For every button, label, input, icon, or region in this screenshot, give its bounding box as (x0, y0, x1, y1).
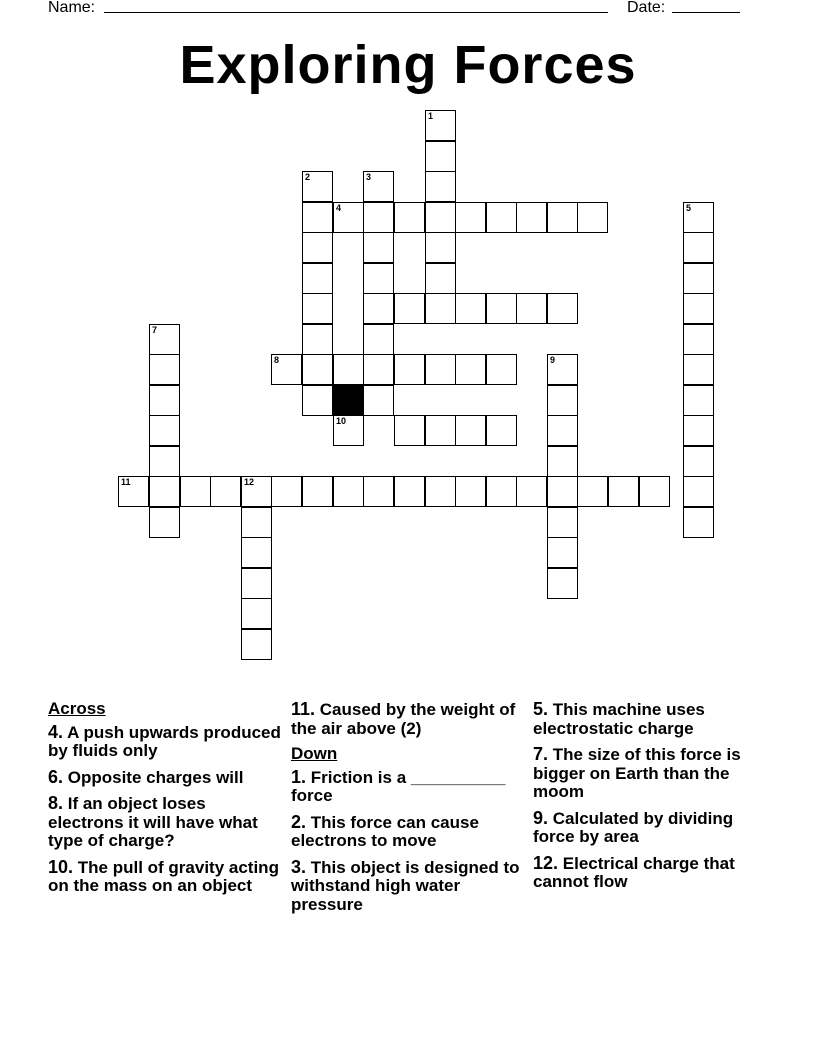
clue-text: Caused by the weight of the air above (2) (291, 700, 516, 738)
cell-number: 2 (305, 172, 311, 182)
crossword-cell[interactable] (516, 202, 547, 233)
crossword-cell[interactable] (363, 324, 394, 355)
crossword-cell[interactable] (271, 476, 302, 507)
crossword-cell[interactable] (683, 476, 714, 507)
crossword-cell[interactable] (333, 354, 364, 385)
name-label: Name: (48, 0, 96, 16)
cell-number: 11 (121, 477, 131, 487)
clue-number: 11. (291, 699, 316, 719)
crossword-cell[interactable] (302, 324, 333, 355)
clue-number: 10. (48, 856, 74, 877)
crossword-cell[interactable] (363, 263, 394, 294)
crossword-cell[interactable] (683, 385, 714, 416)
crossword-cell[interactable] (302, 476, 333, 507)
crossword-cell[interactable] (425, 202, 456, 233)
cell-number: 8 (274, 355, 280, 365)
crossword-cell[interactable] (394, 476, 425, 507)
crossword-cell[interactable] (394, 415, 425, 446)
crossword-cell[interactable] (516, 293, 547, 324)
crossword-cell[interactable] (425, 476, 456, 507)
crossword-cell[interactable] (180, 476, 211, 507)
crossword-cell[interactable] (516, 476, 547, 507)
crossword-cell[interactable] (363, 232, 394, 263)
down-heading: Down (291, 744, 338, 763)
crossword-cell[interactable] (363, 202, 394, 233)
crossword-cell[interactable] (455, 202, 486, 233)
crossword-cell[interactable] (241, 568, 272, 599)
crossword-cell[interactable] (639, 476, 670, 507)
crossword-cell[interactable] (547, 293, 578, 324)
cell-number: 12 (244, 477, 255, 487)
clue-text: If an object loses electrons it will have what type of charge? (48, 794, 258, 850)
crossword-cell[interactable] (363, 293, 394, 324)
crossword-cell[interactable] (363, 385, 394, 416)
crossword-cell-1[interactable] (425, 110, 456, 141)
crossword-cell[interactable] (547, 446, 578, 477)
crossword-cell[interactable] (425, 232, 456, 263)
date-label: Date: (627, 0, 666, 16)
crossword-cell[interactable] (547, 507, 578, 538)
crossword-cell-9[interactable] (547, 354, 578, 385)
crossword-cell[interactable] (425, 293, 456, 324)
crossword-cell[interactable] (302, 354, 333, 385)
crossword-cell[interactable] (683, 354, 714, 385)
clue-number: 4. (48, 721, 64, 742)
crossword-cell[interactable] (486, 293, 517, 324)
crossword-cell[interactable] (302, 385, 333, 416)
crossword-cell[interactable] (547, 568, 578, 599)
cell-number: 10 (336, 416, 347, 426)
cell-number: 7 (152, 325, 158, 335)
crossword-cell[interactable] (683, 324, 714, 355)
crossword-cell[interactable] (425, 415, 456, 446)
clue-number: 8. (48, 793, 64, 813)
crossword-cell[interactable] (547, 537, 578, 568)
clue-down-12 (533, 854, 768, 892)
clue-down-1 (291, 768, 526, 806)
crossword-cell[interactable] (455, 354, 486, 385)
clue-text: A push upwards produced by fluids only (48, 722, 281, 760)
crossword-cell[interactable] (149, 415, 180, 446)
crossword-cell-2[interactable] (302, 171, 333, 202)
crossword-cell[interactable] (241, 537, 272, 568)
clues-column-1 (48, 700, 283, 903)
crossword-cell[interactable] (547, 476, 578, 507)
crossword-cell[interactable] (302, 202, 333, 233)
clue-text: Calculated by dividing force by area (533, 808, 734, 846)
clue-across-8 (48, 794, 283, 851)
crossword-cell-12[interactable] (241, 476, 272, 507)
crossword-cell-3[interactable] (363, 171, 394, 202)
crossword-cell-11[interactable] (118, 476, 149, 507)
crossword-cell[interactable] (333, 476, 364, 507)
crossword-cell[interactable] (241, 598, 272, 629)
crossword-cell[interactable] (683, 232, 714, 263)
crossword-cell-5[interactable] (683, 202, 714, 233)
crossword-cell-10[interactable] (333, 415, 364, 446)
crossword-cell[interactable] (302, 263, 333, 294)
cell-number: 4 (336, 203, 342, 213)
crossword-cell[interactable] (455, 293, 486, 324)
crossword-cell[interactable] (149, 354, 180, 385)
crossword-cell[interactable] (363, 476, 394, 507)
crossword-cell[interactable] (241, 507, 272, 538)
clue-number: 6. (48, 766, 64, 787)
clues-column-2 (291, 700, 526, 921)
crossword-cell[interactable] (455, 476, 486, 507)
clue-down-3 (291, 858, 526, 915)
clue-across-10 (48, 858, 283, 896)
clue-number: 7. (533, 744, 549, 764)
crossword-cell[interactable] (302, 232, 333, 263)
clue-number: 12. (533, 852, 559, 873)
crossword-cell[interactable] (683, 446, 714, 477)
clue-number: 1. (291, 766, 307, 787)
clue-number: 3. (291, 856, 307, 877)
crossword-cell[interactable] (394, 354, 425, 385)
cell-number: 3 (366, 172, 372, 182)
clue-text: Electrical charge that cannot flow (533, 853, 735, 891)
clue-down-9 (533, 809, 768, 847)
clue-text: This object is designed to withstand high water pressure (291, 857, 520, 914)
clue-number: 2. (291, 811, 307, 832)
page-title: Exploring Forces (179, 35, 637, 95)
crossword-cell[interactable] (210, 476, 241, 507)
crossword-cell[interactable] (302, 293, 333, 324)
crossword-cell[interactable] (547, 415, 578, 446)
crossword-cell[interactable] (577, 202, 608, 233)
cell-number: 5 (686, 203, 692, 213)
crossword-cell[interactable] (149, 507, 180, 538)
clue-down-7 (533, 745, 768, 802)
crossword-cell[interactable] (683, 293, 714, 324)
clue-text: Opposite charges will (67, 767, 244, 787)
clue-text: Friction is a __________ force (291, 767, 506, 805)
clue-text: This machine uses electrostatic charge (533, 700, 705, 738)
crossword-cell-8[interactable] (271, 354, 302, 385)
clues-column-3 (533, 700, 768, 899)
crossword-cell[interactable] (363, 354, 394, 385)
crossword-cell[interactable] (455, 415, 486, 446)
crossword-cell[interactable] (425, 354, 456, 385)
crossword-cell-7[interactable] (149, 324, 180, 355)
clue-down-5 (533, 700, 768, 738)
crossword-cell[interactable] (394, 202, 425, 233)
crossword-cell[interactable] (547, 385, 578, 416)
crossword-cell[interactable] (547, 202, 578, 233)
crossword-cell[interactable] (486, 415, 517, 446)
clue-across-4 (48, 723, 283, 761)
clue-text: This force can cause electrons to move (291, 812, 479, 850)
crossword-cell[interactable] (149, 446, 180, 477)
clue-across-11 (291, 700, 526, 738)
clues-section (48, 700, 778, 960)
crossword-cell[interactable] (149, 385, 180, 416)
cell-number: 1 (428, 111, 434, 121)
crossword-cell[interactable] (425, 141, 456, 172)
clue-number: 9. (533, 807, 549, 828)
crossword-cell[interactable] (394, 293, 425, 324)
crossword-cell[interactable] (683, 415, 714, 446)
crossword-cell[interactable] (241, 629, 272, 660)
crossword-cell[interactable] (577, 476, 608, 507)
clue-text: The size of this force is bigger on Earth than the moom (533, 745, 741, 801)
crossword-block-cell (333, 385, 364, 416)
crossword-cell[interactable] (486, 202, 517, 233)
clue-text: The pull of gravity acting on the mass on an object (48, 857, 279, 895)
crossword-cell[interactable] (683, 507, 714, 538)
clue-across-6 (48, 768, 283, 788)
crossword-cell[interactable] (486, 476, 517, 507)
crossword-cell[interactable] (608, 476, 639, 507)
crossword-cell[interactable] (425, 263, 456, 294)
crossword-cell[interactable] (486, 354, 517, 385)
crossword-cell[interactable] (149, 476, 180, 507)
cell-number: 9 (550, 355, 556, 365)
crossword-cell[interactable] (425, 171, 456, 202)
clue-number: 5. (533, 699, 549, 719)
crossword-cell-4[interactable] (333, 202, 364, 233)
clue-down-2 (291, 813, 526, 851)
across-heading: Across (48, 699, 106, 718)
crossword-cell[interactable] (683, 263, 714, 294)
